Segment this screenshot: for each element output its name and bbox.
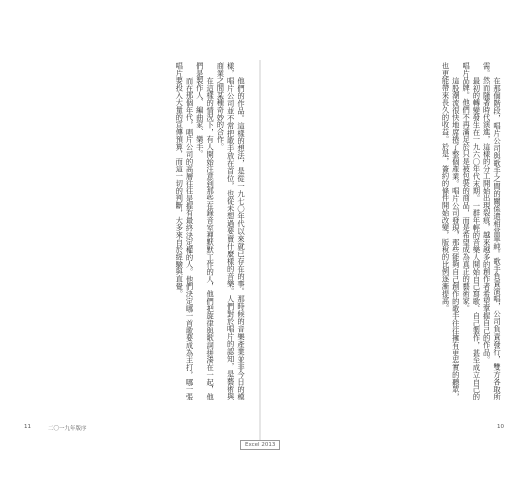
right-page-body-text [276,62,502,400]
left-page-body-text [20,62,246,400]
left-paragraph-1: 他們的作品。這樣的想法，是從一九七〇年代以來就已存在的事。那時候的音樂產業並非今日的模樣，唱片公司並不常把歌手放在首位，也從未想過要賣什麼樣的音樂。人們對於唱片的認知，是藝術與商業之間某種奇妙的合作。 [216,62,246,400]
right-paragraph-2: 最初的轉變發生在一九六〇年代末期。一群年輕的音樂人開始自己寫歌、自己製作，甚至成立自己的唱片品牌。他們不再滿足於只是被包裝的商品，而是希望成為真正的藝術家。 [462,62,482,400]
left-page-number: 11 [24,424,31,430]
right-page-number: 10 [497,424,504,430]
left-paragraph-2: 在這樣的情況下，有人開始注意到那些在錄音室裡默默工作的人，他們把旋律與歌詞拼湊在一起，他們是製作人、編曲家、樂手。 [195,62,216,400]
footer-center-mark: Excel 2013 [240,440,280,450]
right-paragraph-1: 在那個階段，唱片公司與歌手之間的關係還相當單純。歌手負責演唱，公司負責發行，雙方各取所需。然而隨著時代演進，這樣的分工開始出現裂痕，越來越多的創作者希望掌握自己的作品。 [482,62,502,400]
right-page [268,0,516,500]
left-running-title: 二〇一九年版序 [48,426,87,432]
right-paragraph-3: 這股潮流很快地席捲了整個產業。唱片公司發現，那些能夠自己創作的歌手往往擁有更忠實的聽眾，也更能帶來長久的收益。於是，簽約的條件開始改變，版稅的比例逐漸提高。 [441,62,461,400]
book-gutter-divider [259,60,261,440]
left-paragraph-3: 而在那個年代，唱片公司的高層往往是握有最終決定權的人。他們決定哪一首歌要成為主打，哪一張唱片要投入大量的宣傳預算，而這一切的判斷，大多來自於經驗與直覺。 [175,62,195,400]
left-page [12,0,260,500]
